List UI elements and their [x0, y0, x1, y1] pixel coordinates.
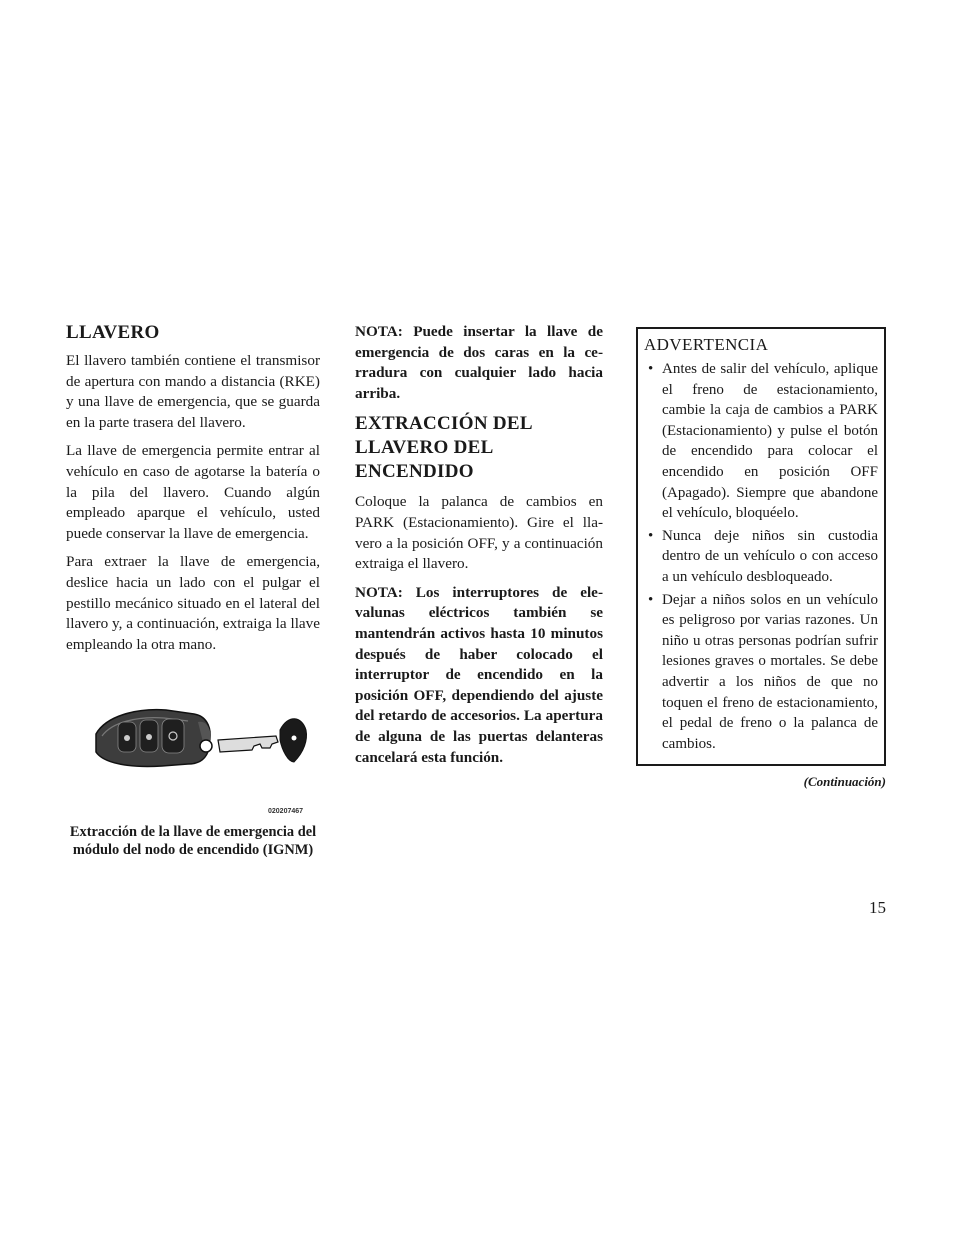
page-number: 15	[869, 898, 886, 917]
column-warning	[636, 327, 886, 793]
note-power-windows: NOTA: Los interruptores de elevalunas eléctricos también se mantendrán activos hasta 10 minutos después de haber colocado el interruptor de encendido en la posición OFF, dependiendo del ajuste del retardo de accesorios. La apertura de alguna de las puertas delanteras cancelará esta función.	[355, 583, 603, 766]
warning-title: ADVERTENCIA	[644, 335, 769, 354]
figure-caption: Extracción de la llave de emergencia del módulo del nodo de encendido (IGNM)	[69, 824, 317, 858]
warning-item: • Antes de salir del vehículo, aplique el freno de estacionamiento, cambie la caja de cambios a PARK (Estacionamiento) y pulse el botón de encendido para colocar el encendido en posición OFF (Apagado). Siempre que abandone el vehículo, bloquéelo.	[644, 359, 878, 524]
continued-label: (Continuación)	[803, 774, 886, 790]
paragraph-extract-key: Para extraer la llave de emergencia, deslice hacia un lado con el pulgar el pestillo mecánico situado en el lateral del llavero y, a continuación, extraiga la llave empleando la otra mano.	[66, 553, 320, 653]
warning-item: • Dejar a niños solos en un vehículo es peligroso por varias razones. Un niño u otras personas podrían sufrir lesiones graves o mortales. Se debe advertir a los niños de que no toquen el freno de estacionamiento, el pedal de freno o la palanca de cambios.	[644, 590, 878, 755]
note-double-sided-key: NOTA: Puede insertar la llave de emergencia de dos caras en la cerradura con cualquier lado hacia arriba.	[355, 323, 603, 402]
paragraph-emergency-key: La llave de emergencia permite entrar al vehículo en caso de agotarse la batería o la pila del llavero. Cuando algún empleado aparque el vehículo, usted puede conservar la llave de emergencia.	[66, 442, 320, 542]
column-llavero	[66, 322, 320, 663]
paragraph-llavero-contents: El llavero también contiene el transmisor de apertura con mando a distancia (RKE) y una llave de emergencia, que se guarda en la parte trasera del llavero.	[66, 352, 320, 431]
figure-code: 0202074​67	[268, 808, 304, 815]
warning-item: • Nunca deje niños sin custodia dentro de un vehículo o con acceso a un vehículo desbloqueado.	[644, 526, 878, 588]
paragraph-extraccion: Coloque la palanca de cambios en PARK (Estacionamiento). Gire el llavero a la posición OFF, y a continuación extraiga el llavero.	[355, 493, 603, 573]
column-extraccion	[355, 322, 603, 776]
key-fob-illustration	[66, 700, 320, 820]
key-fob-figure	[66, 700, 320, 820]
heading-extraccion: EXTRACCIÓN DEL LLAVERO DEL ENCENDIDO	[355, 413, 532, 483]
warning-list	[644, 359, 878, 754]
warning-box	[636, 327, 886, 766]
heading-llavero: LLAVERO	[66, 322, 160, 343]
